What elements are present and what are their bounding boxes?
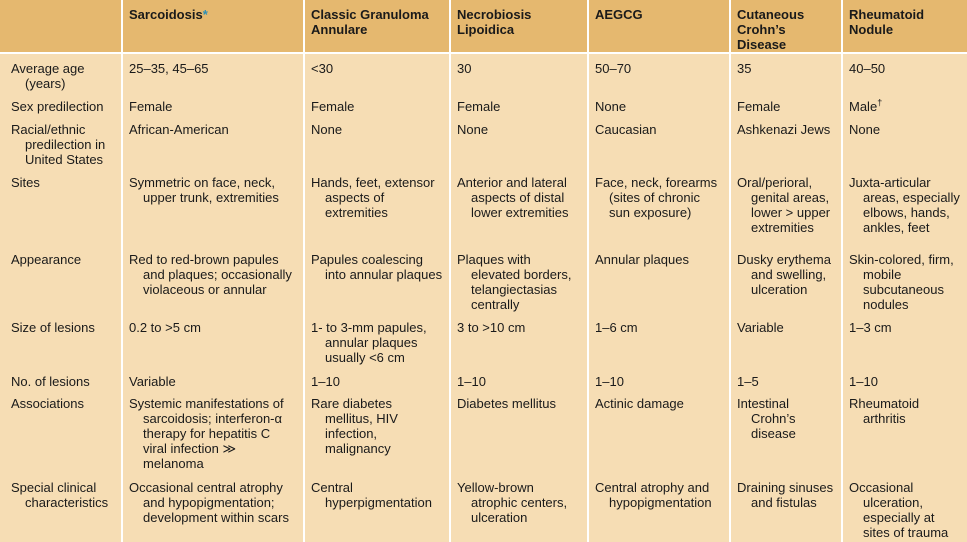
table-cell [730,389,842,473]
table-cell [842,245,967,314]
column-header-label: AEGCG [595,7,643,22]
table-cell [730,92,842,115]
cell-value: None [311,121,343,137]
table-cell [122,115,304,168]
table-cell [304,92,450,115]
cell-text [457,122,581,137]
cell-value: Papules coalescing into annular plaques [311,251,443,282]
column-header [450,0,588,53]
cell-value: 35 [737,61,752,76]
table-row [0,245,967,314]
row-label-text: Special clinical characteristics [11,480,109,511]
table-cell [588,168,730,245]
cell-text [849,122,961,137]
table-cell [122,245,304,314]
table-row [0,92,967,115]
table-cell [842,115,967,168]
row-label [0,115,122,168]
table-row [0,53,967,92]
table-row [0,389,967,473]
cell-value: Diabetes mellitus [457,396,556,412]
table-cell [122,367,304,390]
table-cell [842,168,967,245]
cell-text [849,396,961,426]
cell-text [129,61,297,76]
row-label-text: Size of lesions [11,320,95,336]
header-cell-blank [0,0,122,53]
table-cell [122,473,304,542]
table-body [0,53,967,542]
cell-value: Red to red-brown papules and plaques; occasionally violaceous or annular [129,251,292,297]
row-label [0,245,122,314]
cell-text [311,61,443,76]
column-header-label: Rheumatoid Nodule [849,7,925,37]
cell-text [311,99,443,114]
cell-value: Female [737,98,781,114]
cell-text [457,396,581,411]
cell-text [595,252,723,267]
table-cell [588,367,730,390]
cell-text [457,99,581,114]
table-cell [450,367,588,390]
cell-value: Ashkenazi Jews [737,121,831,137]
cell-value: Actinic damage [595,396,684,412]
cell-text [311,320,443,365]
cell-value: Face, neck, forearms (sites of chronic sun exposure) [595,174,718,220]
table-cell [730,53,842,92]
cell-text [595,320,723,335]
cell-text [457,252,581,312]
column-header-label: Cutaneous Crohn’s Disease [737,7,805,52]
cell-value: Skin-colored, firm, mobile subcutaneous nodules [849,251,954,312]
table-cell [122,168,304,245]
cell-value: 50–70 [595,61,632,76]
table-cell [588,115,730,168]
table-cell [588,53,730,92]
cell-text [737,252,835,297]
cell-value: 1–10 [457,373,486,389]
cell-value: Systemic manifestations of sarcoidosis; interferon-α therapy for hepatitis C viral infection ≫ melanoma [129,396,284,472]
table-row [0,313,967,366]
cell-value: 0.2 to >5 cm [129,320,201,336]
cell-text [129,396,297,471]
cell-text [737,320,835,335]
table-cell [730,168,842,245]
cell-text [129,320,297,335]
table-cell [304,168,450,245]
cell-value: Variable [737,320,784,336]
cell-value: Female [311,98,355,114]
table-cell [450,313,588,366]
cell-text [129,122,297,137]
table-cell [450,245,588,314]
table-cell [122,92,304,115]
cell-value: Female [457,98,501,114]
column-header-label: Classic Granuloma Annulare [311,7,429,37]
cell-value: 1–10 [849,373,878,389]
table-cell [730,367,842,390]
cell-value: Yellow-brown atrophic centers, ulceration [457,480,568,526]
row-label [0,92,122,115]
cell-text [129,252,297,297]
cell-value: 3 to >10 cm [457,320,526,336]
row-label-text: Appearance [11,251,82,267]
table-cell [450,53,588,92]
cell-text [849,320,961,335]
table-header [0,0,967,53]
cell-value: Juxta-articular areas, especially elbows, hands, ankles, feet [849,174,960,235]
cell-value: 1–5 [737,373,759,389]
table-cell [730,313,842,366]
header-row [0,0,967,53]
table-cell [588,245,730,314]
cell-value: Caucasian [595,121,657,137]
row-label [0,53,122,92]
cell-value: Occasional central atrophy and hypopigmentation; development within scars [129,480,289,526]
cell-text [457,480,581,525]
table-cell [842,473,967,542]
table-cell [450,168,588,245]
table-cell [122,389,304,473]
cell-value: Hands, feet, extensor aspects of extremities [311,174,435,220]
cell-value: Central hyperpigmentation [311,480,432,511]
cell-text [849,175,961,235]
cell-value: Anterior and lateral aspects of distal lower extremities [457,174,569,220]
table-cell [730,245,842,314]
cell-text [595,122,723,137]
table-row [0,367,967,390]
cell-value: Oral/perioral, genital areas, lower > upper extremities [737,174,831,235]
cell-value: Occasional ulceration, especially at sites of trauma [849,480,949,541]
cell-text [737,480,835,510]
cell-text [849,374,961,389]
cell-value: Annular plaques [595,251,689,267]
column-header [842,0,967,53]
cell-value: 1–6 cm [595,320,638,336]
cell-text [129,480,297,525]
column-header [122,0,304,53]
cell-text [737,374,835,389]
cell-text [737,99,835,114]
cell-text [737,61,835,76]
cell-text [457,374,581,389]
cell-value: Variable [129,373,176,389]
table-cell [304,389,450,473]
cell-value: Central atrophy and hypopigmentation [595,480,712,511]
row-label [0,473,122,542]
cell-value: Female [129,98,173,114]
cell-value: 25–35, 45–65 [129,61,209,76]
cell-text [849,252,961,312]
table-cell [730,115,842,168]
table-cell [588,389,730,473]
cell-text [849,61,961,76]
column-header-label: Sarcoidosis [129,7,203,22]
cell-value: <30 [311,61,334,76]
table-cell [842,92,967,115]
cell-text [737,175,835,235]
cell-text [311,252,443,282]
table-row [0,473,967,542]
cell-text [457,320,581,335]
cell-value: None [595,98,627,114]
table-cell [122,313,304,366]
table-cell [450,389,588,473]
cell-text [849,480,961,540]
table-cell [304,313,450,366]
footnote-mark: † [877,97,883,108]
cell-text [311,480,443,510]
table-cell [450,473,588,542]
cell-value: 1–10 [311,373,340,389]
cell-value: None [457,121,489,137]
table-cell [304,473,450,542]
table-cell [842,53,967,92]
cell-value: 1- to 3-mm papules, annular plaques usually <6 cm [311,320,427,366]
cell-value: Dusky erythema and swelling, ulceration [737,251,831,297]
cell-value: None [849,121,881,137]
table-row [0,168,967,245]
row-label-text: Sites [11,174,40,190]
table-row [0,115,967,168]
table-cell [304,245,450,314]
table-cell [588,473,730,542]
cell-value: 30 [457,61,472,76]
column-header [304,0,450,53]
cell-text [595,396,723,411]
table-cell [304,367,450,390]
cell-text [457,61,581,76]
table-cell [122,53,304,92]
cell-text [457,175,581,220]
cell-value: Male [849,98,878,114]
table-cell [304,53,450,92]
table-cell [842,389,967,473]
cell-text [595,374,723,389]
cell-text [129,99,297,114]
cell-text [595,175,723,220]
table-cell [842,367,967,390]
cell-text [849,99,961,114]
cell-text [129,374,297,389]
cell-text [311,396,443,456]
row-label [0,367,122,390]
cell-text [595,61,723,76]
table-cell [588,313,730,366]
cell-text [129,175,297,205]
row-label [0,313,122,366]
cell-value: Intestinal Crohn’s disease [737,396,796,442]
cell-text [595,480,723,510]
cell-value: 40–50 [849,61,886,76]
column-header [588,0,730,53]
cell-value: Rheumatoid arthritis [849,396,920,427]
cell-value: Symmetric on face, neck, upper trunk, extremities [129,174,279,205]
cell-text [595,99,723,114]
table-cell [842,313,967,366]
table-cell [588,92,730,115]
row-label [0,168,122,245]
row-label-text: Associations [11,396,84,412]
cell-text [311,374,443,389]
cell-value: 1–3 cm [849,320,892,336]
cell-text [737,396,835,441]
footnote-mark: * [202,7,208,22]
cell-value: Rare diabetes mellitus, HIV infection, malignancy [311,396,398,457]
cell-text [737,122,835,137]
cell-value: African-American [129,121,229,137]
row-label-text: No. of lesions [11,373,90,389]
cell-text [311,175,443,220]
table-cell [730,473,842,542]
cell-value: Plaques with elevated borders, telangiectasias centrally [457,251,572,312]
row-label-text: Racial/ethnic predilection in United States [11,121,106,167]
row-label-text: Sex predilection [11,98,104,114]
cell-value: Draining sinuses and fistulas [737,480,834,511]
table-cell [450,115,588,168]
row-label-text: Average age (years) [11,61,85,91]
column-header-label: Necrobiosis Lipoidica [457,7,532,37]
cell-text [311,122,443,137]
cell-value: 1–10 [595,373,624,389]
table-cell [304,115,450,168]
row-label [0,389,122,473]
column-header [730,0,842,53]
table-cell [450,92,588,115]
